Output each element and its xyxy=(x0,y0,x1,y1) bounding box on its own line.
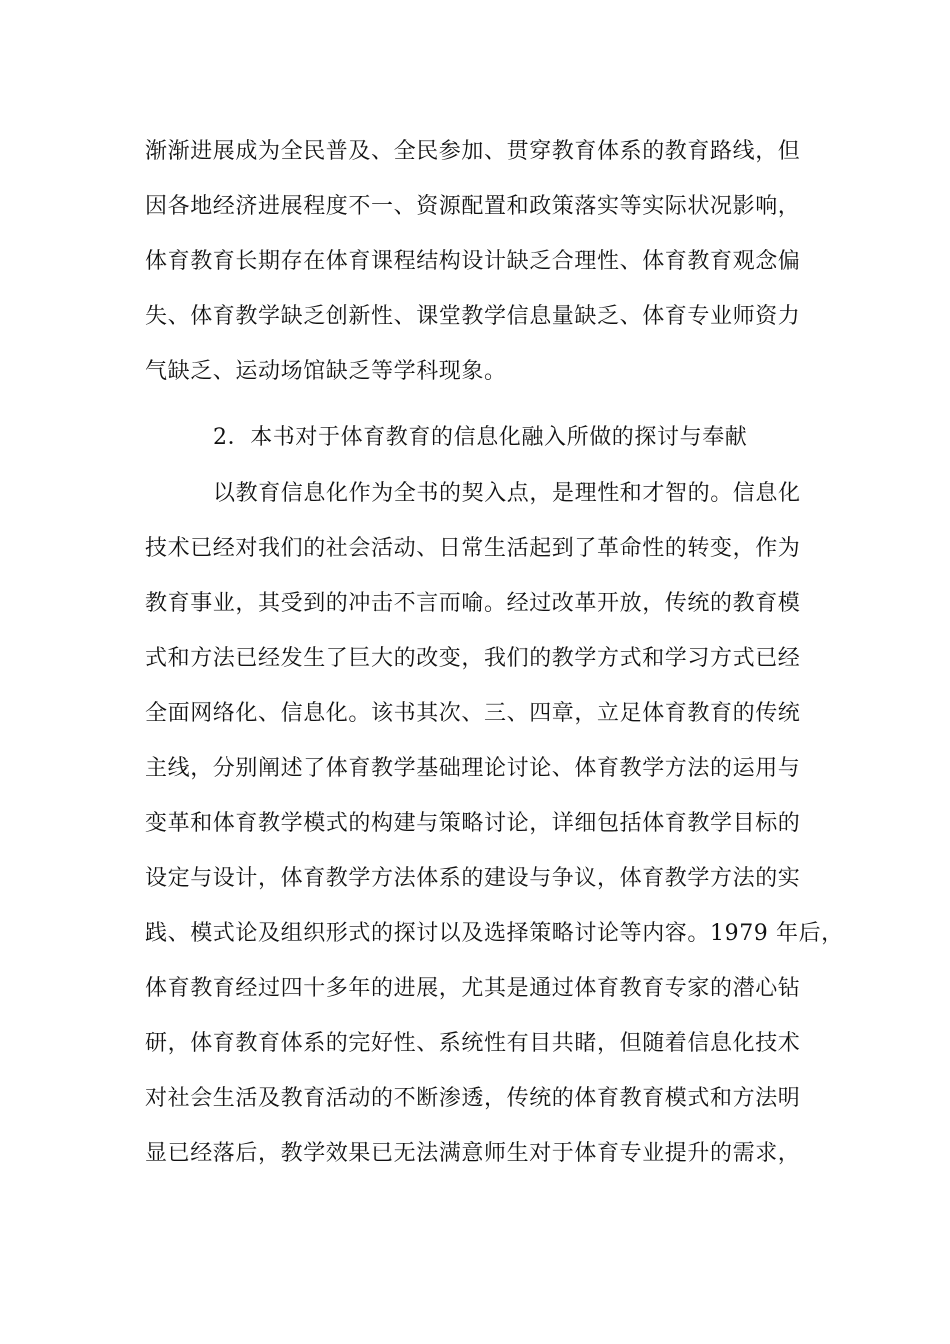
text-line: 全面网络化、信息化。该书其次、三、四章，立足体育教育的传统 xyxy=(145,701,801,726)
text-line: 式和方法已经发生了巨大的改变，我们的教学方式和学习方式已经 xyxy=(145,646,801,671)
text-line: 教育事业，其受到的冲击不言而喻。经过改革开放，传统的教育模 xyxy=(145,591,801,616)
text-line: 技术已经对我们的社会活动、日常生活起到了革命性的转变，作为 xyxy=(145,536,801,561)
text-line: 失、体育教学缺乏创新性、课堂教学信息量缺乏、体育专业师资力 xyxy=(145,304,801,329)
text-line: 体育教育经过四十多年的进展，尤其是通过体育教育专家的潜心钻 xyxy=(145,976,801,1001)
text-line: 渐渐进展成为全民普及、全民参加、贯穿教育体系的教育路线，但 xyxy=(145,139,801,164)
text-line: 主线，分别阐述了体育教学基础理论讨论、体育教学方法的运用与 xyxy=(145,756,801,781)
text-line: 显已经落后，教学效果已无法满意师生对于体育专业提升的需求， xyxy=(145,1141,801,1166)
section-heading: 2．本书对于体育教育的信息化融入所做的探讨与奉献 xyxy=(213,425,748,450)
text-line: 研，体育教育体系的完好性、系统性有目共睹，但随着信息化技术 xyxy=(145,1031,801,1056)
text-line: 体育教育长期存在体育课程结构设计缺乏合理性、体育教育观念偏 xyxy=(145,249,801,274)
text-line: 践、模式论及组织形式的探讨以及选择策略讨论等内容。1979 年后， xyxy=(145,921,844,946)
text-line: 气缺乏、运动场馆缺乏等学科现象。 xyxy=(145,359,507,384)
text-line: 因各地经济进展程度不一、资源配置和政策落实等实际状况影响， xyxy=(145,194,801,219)
text-line: 对社会生活及教育活动的不断渗透，传统的体育教育模式和方法明 xyxy=(145,1086,801,1111)
text-line: 变革和体育教学模式的构建与策略讨论，详细包括体育教学目标的 xyxy=(145,811,801,836)
text-line: 设定与设计，体育教学方法体系的建设与争议，体育教学方法的实 xyxy=(145,866,801,891)
paragraph-first-line: 以教育信息化作为全书的契入点，是理性和才智的。信息化 xyxy=(213,481,801,506)
